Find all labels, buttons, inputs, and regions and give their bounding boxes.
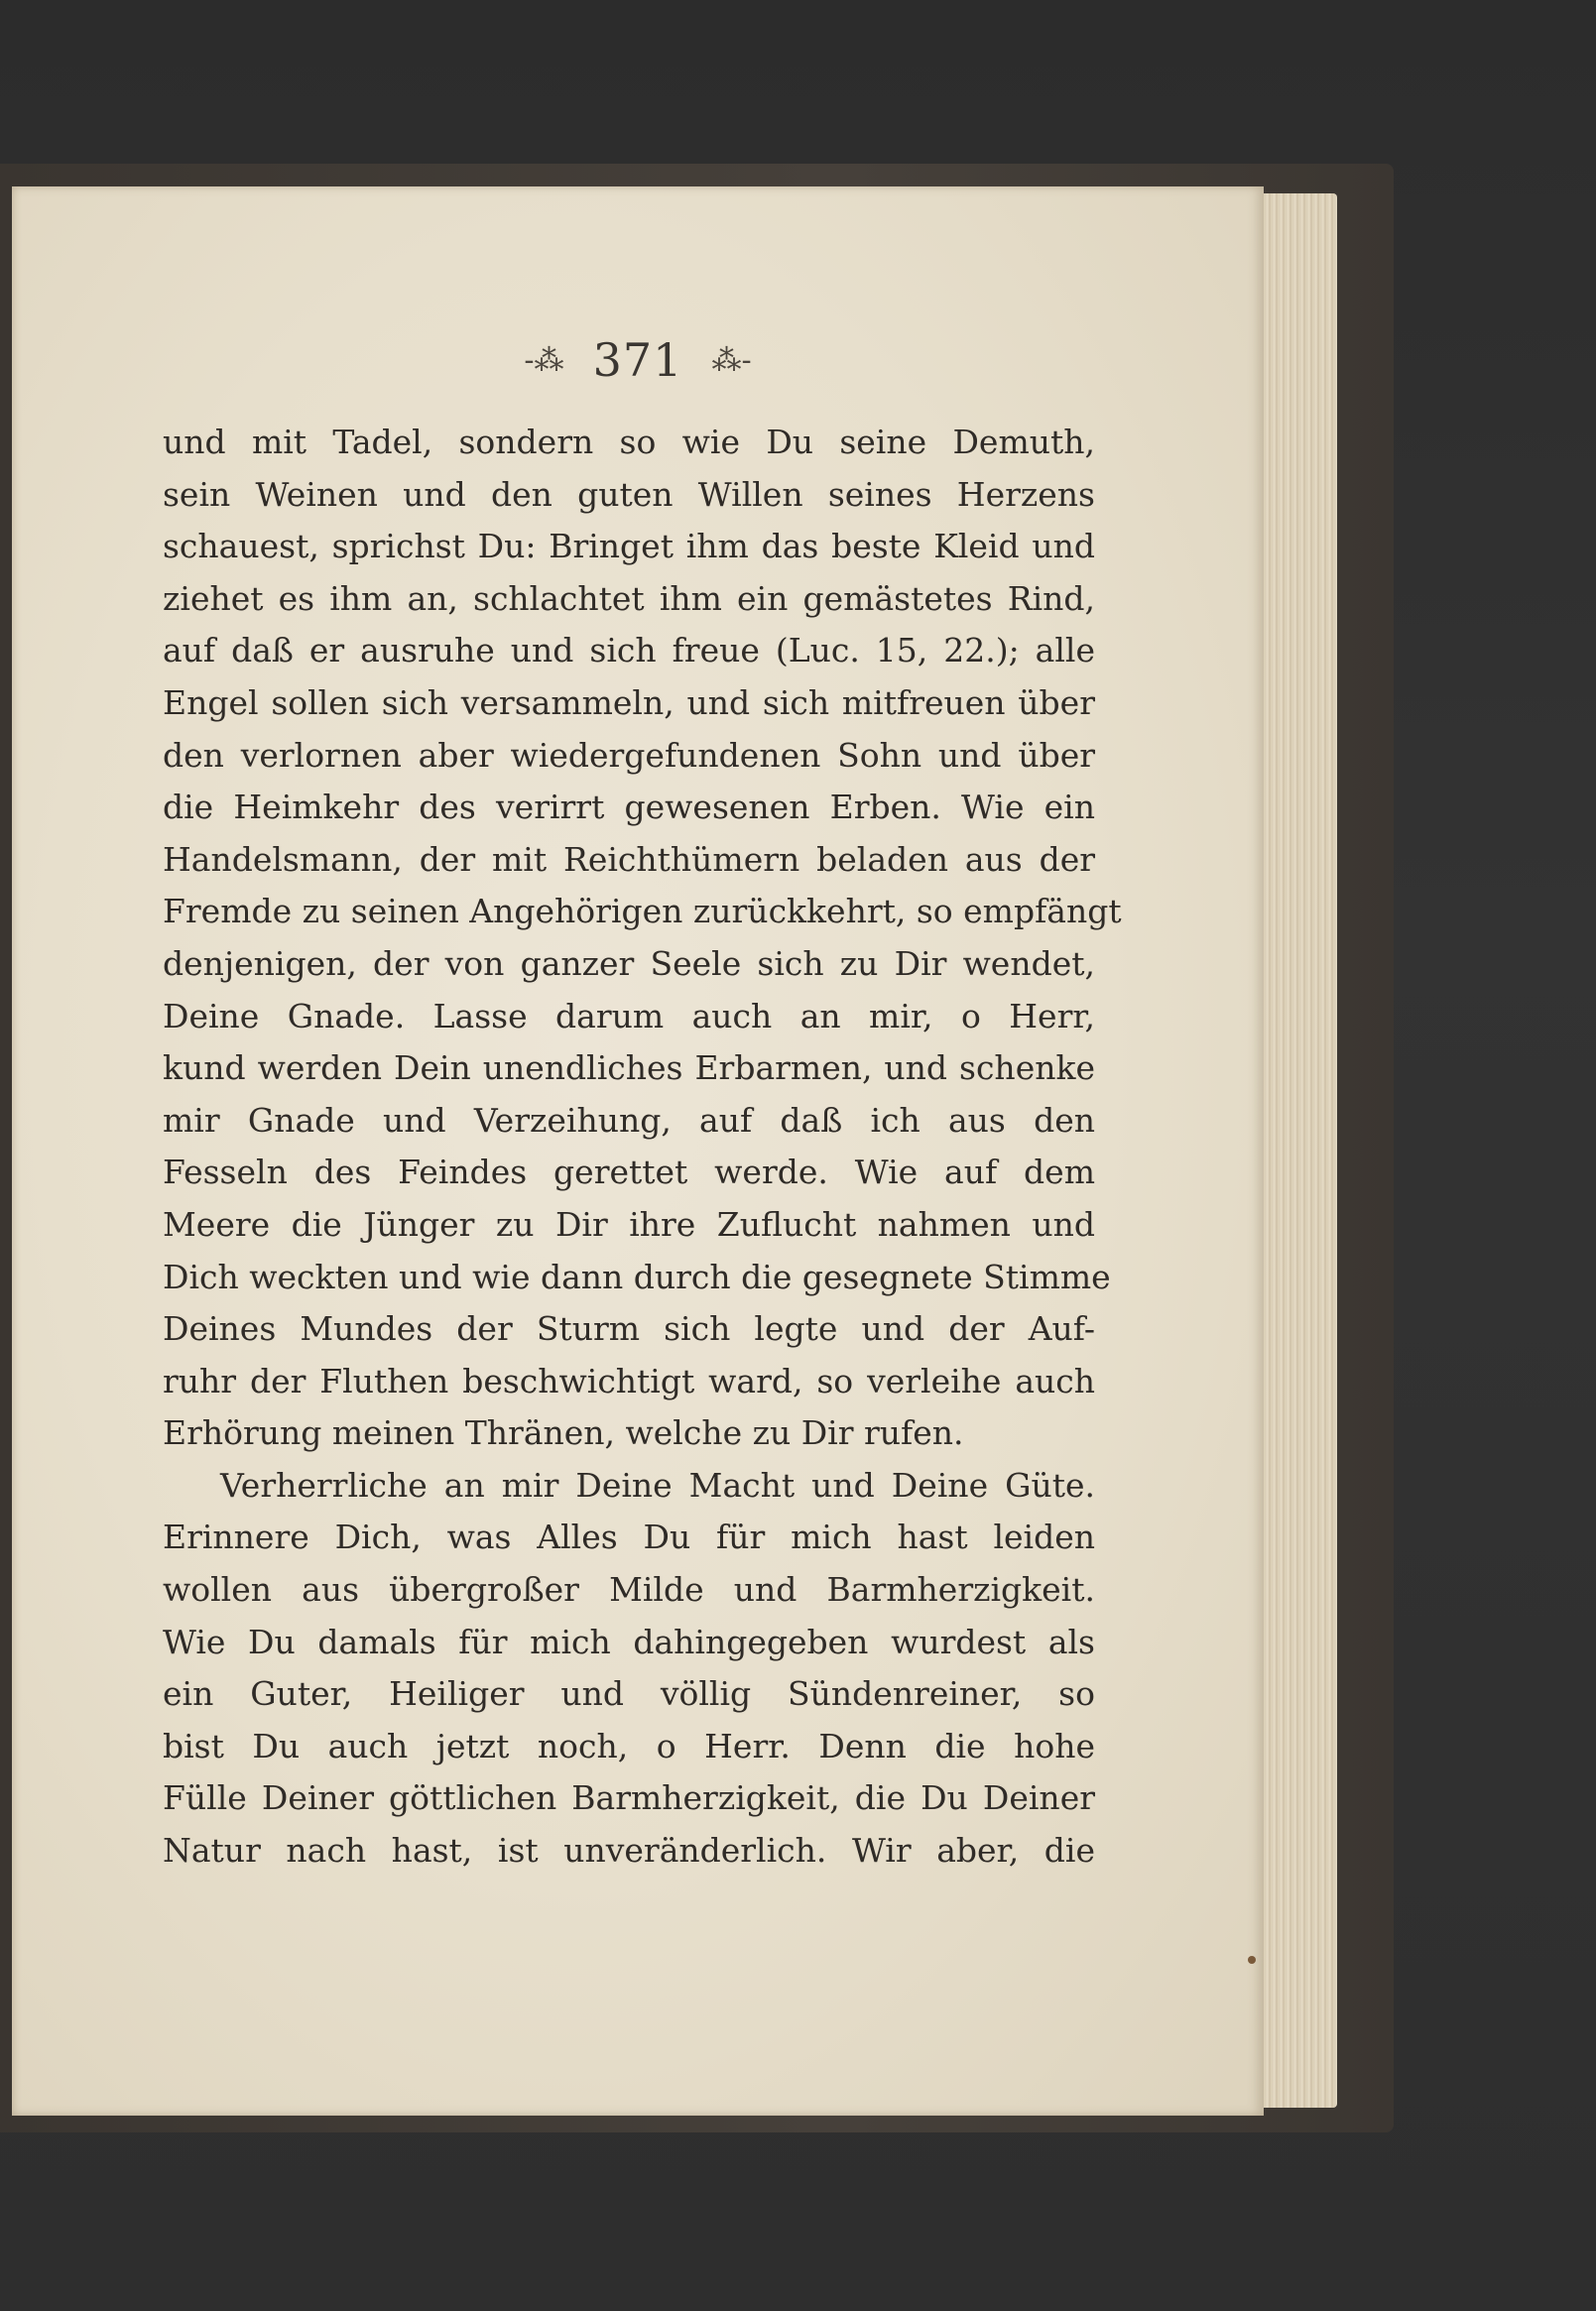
text-line: Wie Du damals für mich dahingegeben wurdest als (163, 1622, 1095, 1661)
page-number: 371 (592, 333, 683, 387)
text-line: Fremde zu seinen Angehörigen zurückkehrt, so empfängt (163, 892, 1122, 931)
text-line: Fülle Deiner göttlichen Barmherzigkeit, die Du Deiner (163, 1778, 1095, 1818)
text-line: denjenigen, der von ganzer Seele sich zu Dir wendet, (163, 943, 1095, 983)
text-line: Erhörung meinen Thränen, welche zu Dir rufen. (163, 1413, 964, 1453)
ornament-right-icon: ⁂- (711, 342, 752, 378)
paper-speck (1248, 1956, 1256, 1964)
text-line: auf daß er ausruhe und sich freue (Luc. 15, 22.); alle (163, 631, 1095, 670)
page-header (12, 333, 1264, 387)
text-line: mir Gnade und Verzeihung, auf daß ich aus den (163, 1100, 1095, 1140)
text-line: Verherrliche an mir Deine Macht und Deine Güte. (220, 1465, 1095, 1505)
text-line: die Heimkehr des verirrt gewesenen Erben. Wie ein (163, 788, 1095, 827)
text-line: Handelsmann, der mit Reichthümern beladen aus der (163, 839, 1095, 879)
body-text (163, 417, 1122, 1878)
text-line: Dich weckten und wie dann durch die gesegnete Stimme (163, 1257, 1111, 1296)
book-page (12, 186, 1264, 2116)
text-line: und mit Tadel, sondern so wie Du seine Demuth, (163, 423, 1095, 461)
text-line: schauest, sprichst Du: Bringet ihm das beste Kleid und (163, 527, 1095, 566)
text-line: kund werden Dein unendliches Erbarmen, und schenke (163, 1048, 1095, 1088)
text-line: sein Weinen und den guten Willen seines Herzens (163, 474, 1095, 514)
text-line: Natur nach hast, ist unveränderlich. Wir aber, die (163, 1831, 1095, 1871)
text-line: ruhr der Fluthen beschwichtigt ward, so verleihe auch (163, 1361, 1095, 1400)
text-line: Erinnere Dich, was Alles Du für mich hast leiden (163, 1518, 1095, 1557)
text-line: Engel sollen sich versammeln, und sich mitfreuen über (163, 682, 1095, 722)
text-line: ziehet es ihm an, schlachtet ihm ein gemästetes Rind, (163, 578, 1095, 618)
text-line: Deines Mundes der Sturm sich legte und der Auf- (163, 1309, 1095, 1349)
ornament-left-icon: -⁂ (524, 342, 564, 378)
text-line: Meere die Jünger zu Dir ihre Zuflucht nahmen und (163, 1204, 1095, 1244)
page-edges (1258, 193, 1337, 2108)
text-line: wollen aus übergroßer Milde und Barmherzigkeit. (163, 1570, 1095, 1610)
text-line: ein Guter, Heiliger und völlig Sündenreiner, so (163, 1674, 1095, 1714)
text-line: Deine Gnade. Lasse darum auch an mir, o Herr, (163, 996, 1095, 1035)
text-line: bist Du auch jetzt noch, o Herr. Denn die hohe (163, 1726, 1095, 1765)
text-line: Fesseln des Feindes gerettet werde. Wie auf dem (163, 1153, 1095, 1192)
text-line: den verlornen aber wiedergefundenen Sohn und über (163, 735, 1095, 775)
